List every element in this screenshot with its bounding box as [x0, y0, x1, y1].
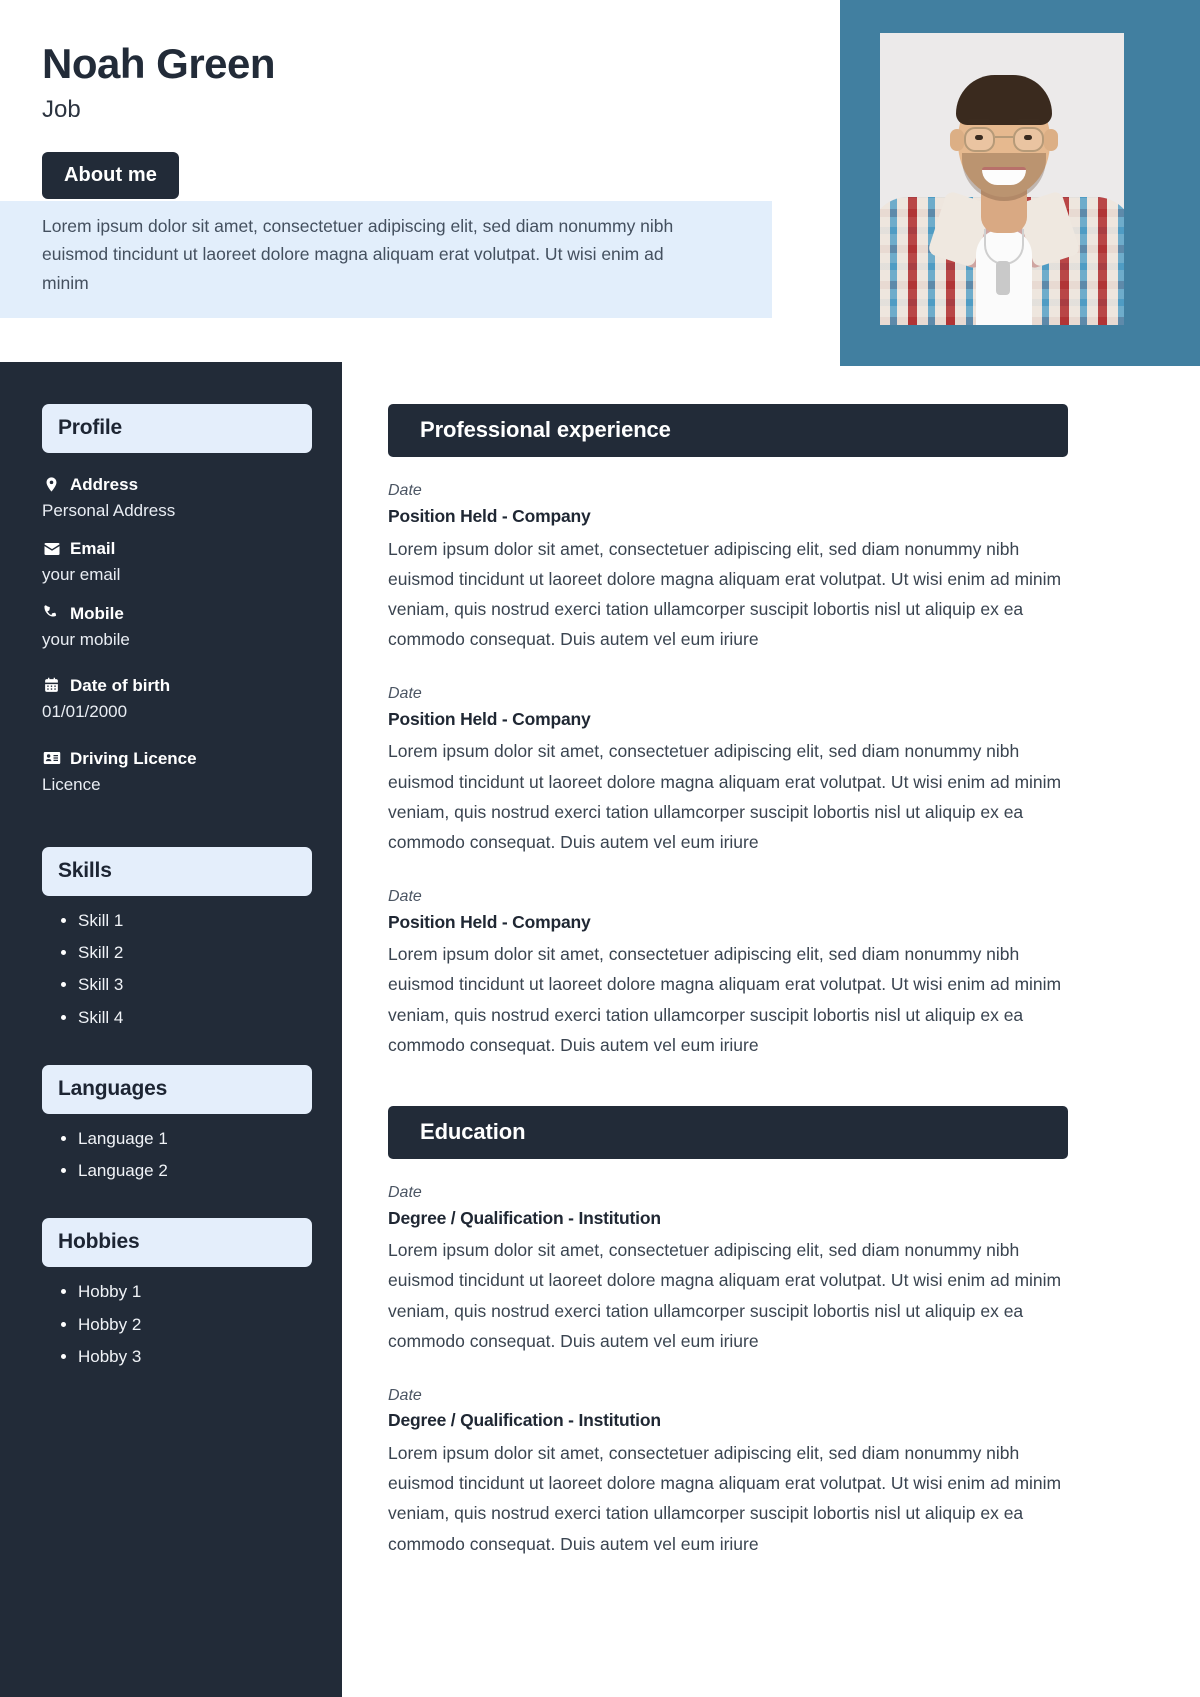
list-item: • Skill 3 — [78, 974, 342, 995]
contact-label-mobile — [42, 604, 342, 623]
entry-body: Lorem ipsum dolor sit amet, consectetuer adipiscing elit, sed diam nonummy nibh euismod tincidunt ut laoreet dolore magna aliquam erat volutpat. Ut wisi enim ad minim veniam, quis nostrud exerci tation ullamcorper suscipit lobortis nisl ut aliquip ex ea commodo consequat. Duis autem vel eum iriure — [388, 944, 1062, 1055]
entry-date: Date — [388, 482, 422, 499]
entry-date: Date — [388, 1386, 422, 1404]
education-entry — [388, 1183, 1068, 1356]
entry-title: Position Held - Company — [388, 708, 591, 729]
entry-body: Lorem ipsum dolor sit amet, consectetuer adipiscing elit, sed diam nonummy nibh euismod tincidunt ut laoreet dolore magna aliquam erat volutpat. Ut wisi enim ad minim veniam, quis nostrud exerci tation ullamcorper suscipit lobortis nisl ut aliquip ex ea commodo consequat. Duis autem vel eum iriure — [388, 1240, 1062, 1351]
profile-contact-list — [42, 475, 342, 795]
sidebar-heading-profile: Profile — [42, 404, 312, 453]
entry-title: Degree / Qualification - Institution — [388, 1207, 661, 1228]
entry-title: Position Held - Company — [388, 911, 591, 932]
entry-date: Date — [388, 1183, 422, 1201]
list-item: • Hobby 1 — [78, 1281, 342, 1302]
contact-item-dob — [42, 676, 342, 722]
contact-item-driving-licence — [42, 749, 342, 795]
page-title: Noah Green — [42, 40, 276, 87]
contact-value-dob: 01/01/2000 — [42, 702, 128, 722]
contact-label-dob — [42, 676, 342, 695]
entry-title: Position Held - Company — [388, 505, 591, 526]
entry-date: Date — [388, 887, 422, 905]
contact-label-address — [42, 475, 342, 494]
contact-label-driving-licence — [42, 749, 342, 768]
experience-entry — [388, 684, 1068, 857]
list-item: • Hobby 2 — [78, 1314, 342, 1335]
entry-body: Lorem ipsum dolor sit amet, consectetuer adipiscing elit, sed diam nonummy nibh euismod tincidunt ut laoreet dolore magna aliquam erat volutpat. Ut wisi enim ad minim veniam, quis nostrud exerci tation ullamcorper suscipit lobortis nisl ut aliquip ex ea commodo consequat. Duis autem vel eum iriure — [388, 741, 1062, 852]
about-me-text: Lorem ipsum dolor sit amet, consectetuer adipiscing elit, sed diam nonummy nibh euismod tincidunt ut laoreet dolore magna aliquam erat volutpat. Ut wisi enim ad minim — [42, 216, 674, 293]
list-item: • Skill 2 — [78, 942, 342, 963]
skills-list — [58, 910, 342, 1028]
contact-value-email: your email — [42, 565, 121, 585]
education-entry — [388, 1386, 1068, 1559]
entry-title: Degree / Qualification - Institution — [388, 1410, 661, 1431]
list-item: • Hobby 3 — [78, 1346, 342, 1367]
list-item: • Skill 1 — [78, 910, 342, 931]
contact-value-driving-licence: Licence — [42, 774, 101, 794]
contact-item-email — [42, 539, 342, 585]
entry-date: Date — [388, 684, 422, 702]
phone-icon — [42, 604, 61, 623]
about-me-button[interactable]: About me — [42, 152, 179, 199]
list-item: • Language 2 — [78, 1160, 342, 1181]
contact-value-address: Personal Address — [42, 501, 176, 520]
calendar-icon — [42, 676, 61, 695]
sidebar-heading-skills: Skills — [42, 847, 312, 896]
sidebar-heading-hobbies: Hobbies — [42, 1218, 312, 1267]
contact-label-text: Email — [70, 539, 116, 559]
list-item: • Skill 4 — [78, 1007, 342, 1028]
sidebar — [0, 362, 342, 1697]
id-card-icon — [42, 749, 61, 768]
experience-entry — [388, 481, 1068, 654]
contact-label-text: Mobile — [70, 603, 124, 623]
main-content — [388, 404, 1068, 1589]
job-subtitle: Job — [42, 96, 81, 123]
sidebar-heading-languages: Languages — [42, 1065, 312, 1114]
photo-panel — [840, 0, 1200, 366]
contact-label-text: Driving Licence — [70, 748, 197, 768]
experience-entry — [388, 887, 1068, 1060]
contact-label-email — [42, 539, 342, 558]
entry-body: Lorem ipsum dolor sit amet, consectetuer adipiscing elit, sed diam nonummy nibh euismod tincidunt ut laoreet dolore magna aliquam erat volutpat. Ut wisi enim ad minim veniam, quis nostrud exerci tation ullamcorper suscipit lobortis nisl ut aliquip ex ea commodo consequat. Duis autem vel eum iriure — [388, 538, 1062, 649]
hobbies-list — [58, 1281, 342, 1367]
section-heading-experience: Professional experience — [388, 404, 1068, 457]
section-heading-education: Education — [388, 1106, 1068, 1159]
contact-item-address — [42, 475, 342, 521]
envelope-icon — [42, 539, 61, 558]
list-item: • Language 1 — [78, 1128, 342, 1149]
languages-list — [58, 1128, 342, 1182]
location-pin-icon — [42, 475, 61, 494]
contact-value-mobile: your mobile — [42, 629, 130, 649]
avatar — [880, 33, 1124, 325]
entry-body: Lorem ipsum dolor sit amet, consectetuer adipiscing elit, sed diam nonummy nibh euismod tincidunt ut laoreet dolore magna aliquam erat volutpat. Ut wisi enim ad minim veniam, quis nostrud exerci tation ullamcorper suscipit lobortis nisl ut aliquip ex ea commodo consequat. Duis autem vel eum iriure — [388, 1443, 1062, 1554]
contact-label-text: Address — [70, 475, 139, 494]
contact-label-text: Date of birth — [70, 676, 171, 696]
contact-item-mobile — [42, 604, 342, 650]
